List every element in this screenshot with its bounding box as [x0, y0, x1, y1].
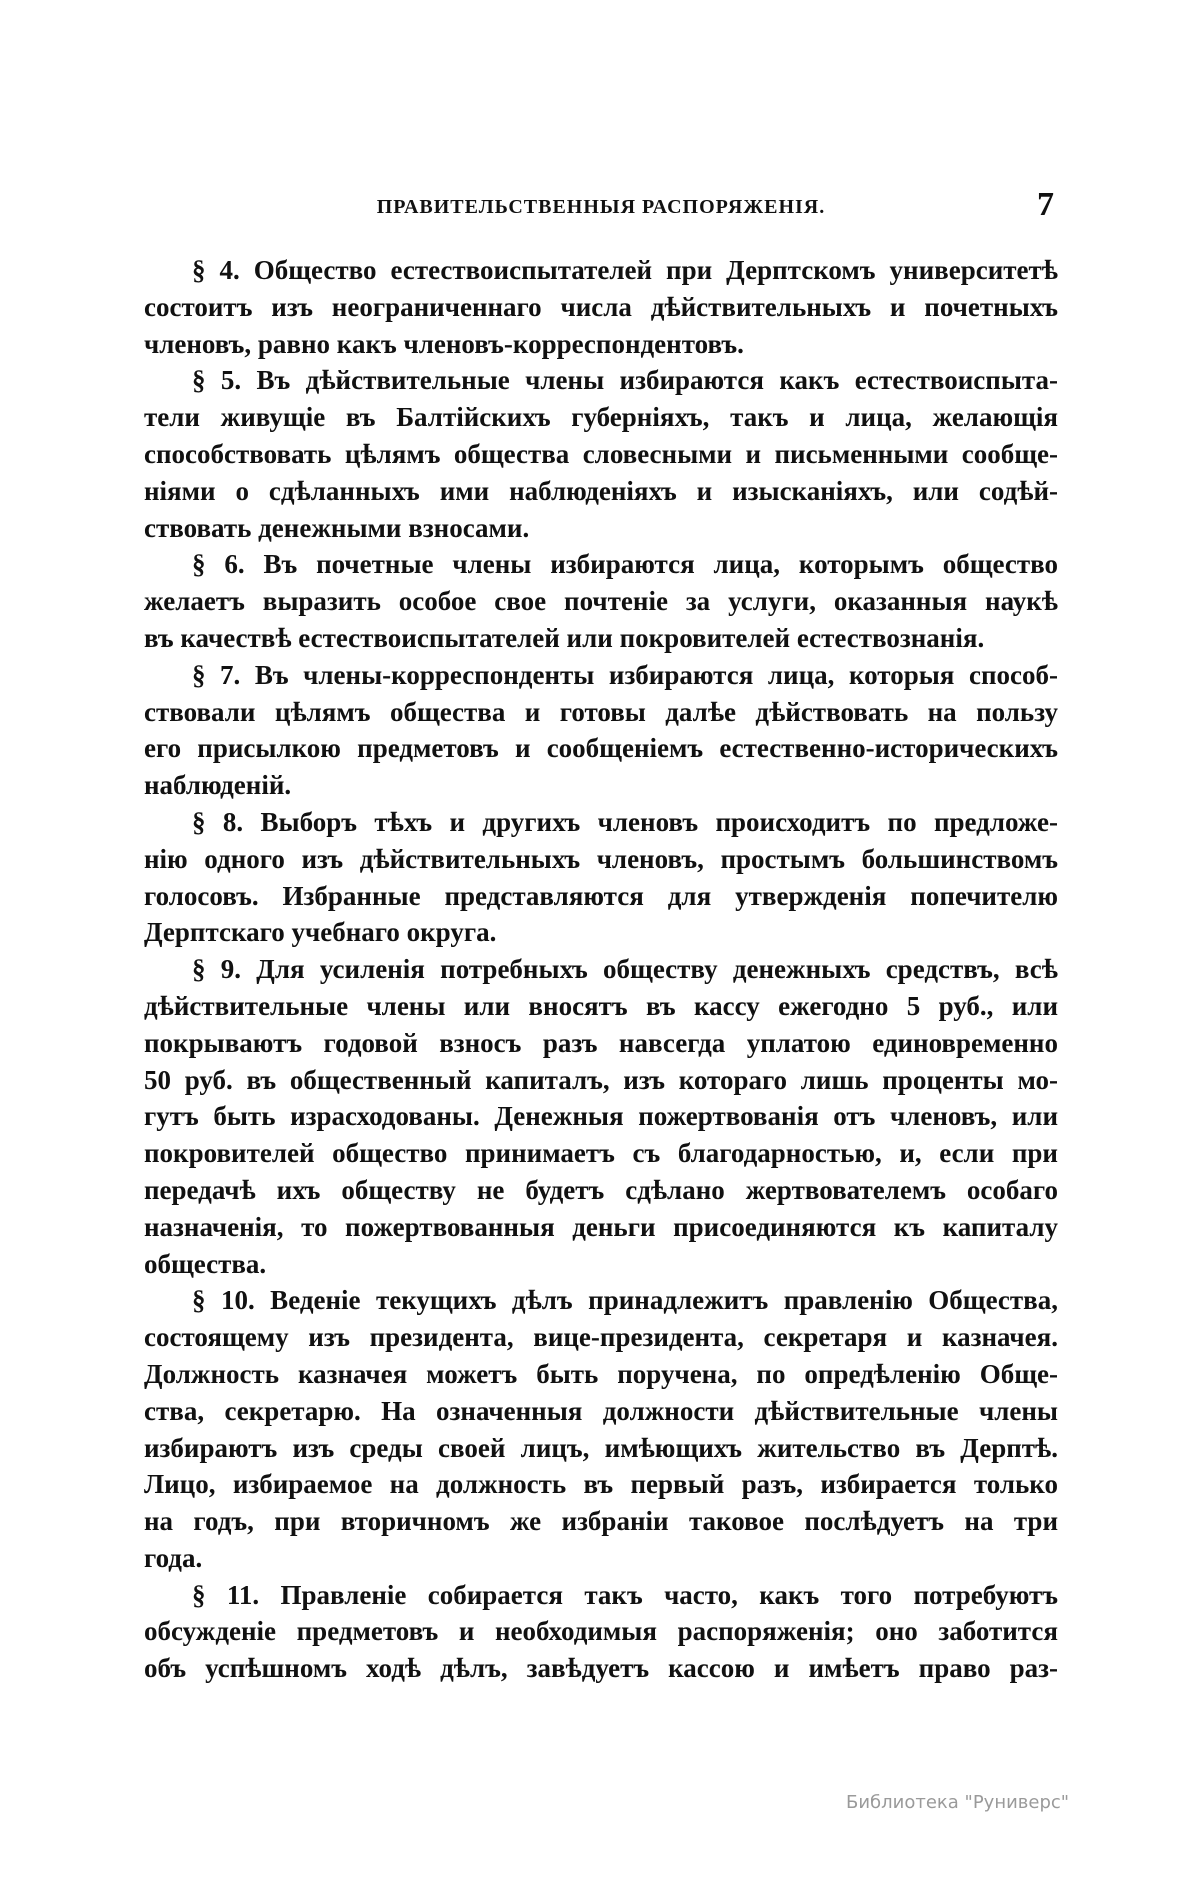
- text-line: § 10. Веденіе текущихъ дѣлъ принадлежитъ правленію Общества,: [192, 1285, 1058, 1316]
- paragraph: [144, 1577, 1058, 1687]
- text-line: общества.: [144, 1248, 267, 1279]
- text-line: членовъ, равно какъ членовъ-корреспондентовъ.: [144, 328, 744, 359]
- paragraph: [144, 362, 1058, 546]
- text-line: ствовать денежными взносами.: [144, 512, 530, 543]
- text-line: покровителей общество принимаетъ съ благодарностью, и, если при: [144, 1138, 1058, 1169]
- text-line: ства, секретарю. На означенныя должности дѣйствительные члены: [144, 1395, 1058, 1426]
- paragraph: [144, 804, 1058, 951]
- library-watermark: Библиотека "Руниверс": [846, 1792, 1070, 1813]
- text-line: § 6. Въ почетные члены избираются лица, которымъ общество: [192, 549, 1058, 580]
- text-line: Лицо, избираемое на должность въ первый разъ, избирается только: [144, 1469, 1058, 1500]
- text-line: года.: [144, 1542, 203, 1573]
- text-line: на годъ, при вторичномъ же избраніи таковое послѣдуетъ на три: [144, 1506, 1058, 1537]
- text-line: дѣйствительные члены или вносятъ въ кассу ежегодно 5 руб., или: [144, 990, 1058, 1021]
- text-line: гутъ быть израсходованы. Денежныя пожертвованія отъ членовъ, или: [144, 1101, 1058, 1132]
- text-line: обсужденіе предметовъ и необходимыя распоряженія; оно заботится: [144, 1616, 1058, 1647]
- text-line: наблюденій.: [144, 770, 292, 801]
- document-body: [144, 252, 1058, 1687]
- text-line: покрываютъ годовой взносъ разъ навсегда уплатою единовременно: [144, 1027, 1058, 1058]
- text-line: объ успѣшномъ ходѣ дѣлъ, завѣдуетъ кассою и имѣетъ право раз-: [144, 1653, 1058, 1684]
- page-header: [144, 186, 1058, 226]
- text-line: въ качествѣ естествоиспытателей или покровителей естествознанія.: [144, 622, 985, 653]
- text-line: Должность казначея можетъ быть поручена, по опредѣленію Обще-: [144, 1358, 1058, 1389]
- paragraph: [144, 1282, 1058, 1576]
- paragraph: [144, 252, 1058, 362]
- paragraph: [144, 951, 1058, 1282]
- text-line: § 11. Правленіе собирается такъ часто, какъ того потребуютъ: [192, 1579, 1058, 1610]
- text-line: ствовали цѣлямъ общества и готовы далѣе дѣйствовать на пользу: [144, 696, 1058, 727]
- text-line: передачѣ ихъ обществу не будетъ сдѣлано жертвователемъ особаго: [144, 1174, 1058, 1205]
- text-line: Дерптскаго учебнаго округа.: [144, 917, 497, 948]
- text-line: тели живущіе въ Балтійскихъ губерніяхъ, такъ и лица, желающія: [144, 402, 1058, 433]
- text-line: его присылкою предметовъ и сообщеніемъ естественно-историческихъ: [144, 733, 1058, 764]
- text-line: способствовать цѣлямъ общества словесными и письменными сообще-: [144, 438, 1058, 469]
- page-number: 7: [1037, 186, 1054, 223]
- text-line: назначенія, то пожертвованныя деньги присоединяются къ капиталу: [144, 1211, 1058, 1242]
- text-line: состоитъ изъ неограниченнаго числа дѣйствительныхъ и почетныхъ: [144, 291, 1058, 322]
- text-line: § 8. Выборъ тѣхъ и другихъ членовъ происходитъ по предложе-: [192, 806, 1058, 837]
- text-line: 50 руб. въ общественный капиталъ, изъ котораго лишь проценты мо-: [144, 1064, 1058, 1095]
- text-line: голосовъ. Избранные представляются для утвержденія попечителю: [144, 880, 1058, 911]
- text-line: § 4. Общество естествоиспытателей при Дерптскомъ университетѣ: [192, 255, 1058, 285]
- text-line: состоящему изъ президента, вице-президента, секретаря и казначея.: [144, 1322, 1058, 1353]
- text-line: § 7. Въ члены-корреспонденты избираются лица, которыя способ-: [192, 659, 1058, 690]
- text-line: нію одного изъ дѣйствительныхъ членовъ, простымъ большинствомъ: [144, 843, 1058, 874]
- text-line: § 5. Въ дѣйствительные члены избираются какъ естествоиспыта-: [192, 365, 1058, 396]
- text-line: § 9. Для усиленія потребныхъ обществу денежныхъ средствъ, всѣ: [192, 954, 1058, 985]
- paragraph: [144, 657, 1058, 804]
- text-line: желаетъ выразить особое свое почтеніе за услуги, оказанныя наукѣ: [144, 586, 1058, 617]
- paragraph: [144, 546, 1058, 656]
- text-line: ніями о сдѣланныхъ ими наблюденіяхъ и изысканіяхъ, или содѣй-: [144, 475, 1058, 506]
- running-title: ПРАВИТЕЛЬСТВЕННЫЯ РАСПОРЯЖЕНІЯ.: [376, 196, 826, 218]
- text-line: избираютъ изъ среды своей лицъ, имѣющихъ жительство въ Дерптѣ.: [144, 1432, 1058, 1463]
